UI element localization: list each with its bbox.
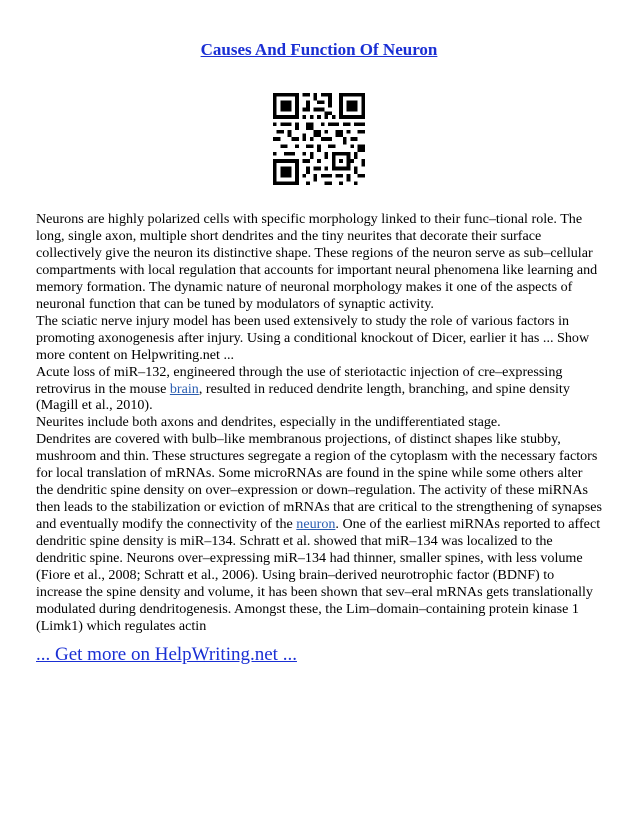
paragraph-text: , resulted in reduced dendrite length, branching, and spine density (Magill et al., 2010). bbox=[36, 380, 570, 414]
get-more-link[interactable]: ... Get more on HelpWriting.net ... bbox=[36, 644, 297, 665]
brain-link[interactable]: brain bbox=[169, 380, 199, 397]
qr-code-icon bbox=[273, 93, 365, 185]
paragraph-text: Dendrites are covered with bulb–like membranous projections, of distinct shapes like stubby, mushroom and thin. These structures segregate a region of the cytoplasm with the necessary factors for local translation of mRNAs. Some microRNAs are found in the spine while some others alter the dendritic spine density on over–expression or down–regulation. The activity of these miRNAs then leads to the stabilization or eviction of mRNAs that are critical to the strengthening of synapses and eventually modify the connectivity of the bbox=[36, 431, 602, 533]
paragraph-text: . One of the earliest miRNAs reported to affect dendritic spine density is miR–134. Schratt et al. showed that miR–134 was localized to the dendritic spine. Neurons over–expressing miR–134 had thinner, smaller spines, with less volume (Fiore et al., 2008; Schratt et al., 2006). Using brain–derived neurotrophic factor (BDNF) to increase the spine density and volume, it has been shown that sev–eral mRNAs gets translationally modulated during dendritogenesis. Amongst these, the Lim–domain–containing protein kinase 1 (Limk1) which regulates actin bbox=[36, 516, 601, 634]
paragraph-dendrites bbox=[36, 431, 603, 634]
paragraph-neuron-polarity: Neurons are highly polarized cells with specific morphology linked to their func–tional role. The long, single axon, multiple short dendrites and the tiny neurites that decorate their surface collectively give the neuron its distinctive shape. These regions of the neuron serve as sub–cellular compartments with local regulation that accounts for important neural phenomena like learning and memory formation. The dynamic nature of neuronal morphology makes it one of the aspects of neuronal function that can be tuned by modulators of synaptic activity. bbox=[36, 211, 598, 312]
neuron-link[interactable]: neuron bbox=[296, 516, 336, 533]
document-title[interactable]: Causes And Function Of Neuron bbox=[200, 40, 438, 59]
paragraph-text: Acute loss of miR–132, engineered through the use of steriotactic injection of cre–expressing retrovirus in the mouse bbox=[36, 363, 563, 397]
paragraph-mir132 bbox=[36, 364, 603, 415]
article-body bbox=[36, 211, 603, 635]
paragraph-sciatic-nerve: The sciatic nerve injury model has been used extensively to study the role of various factors in promoting axonogenesis after injury. Using a conditional knockout of Dicer, earlier it has ... Show more content on Helpwriting.net ... bbox=[36, 312, 590, 363]
paragraph-neurites: Neurites include both axons and dendrites, especially in the undifferentiated stage. bbox=[36, 414, 501, 431]
